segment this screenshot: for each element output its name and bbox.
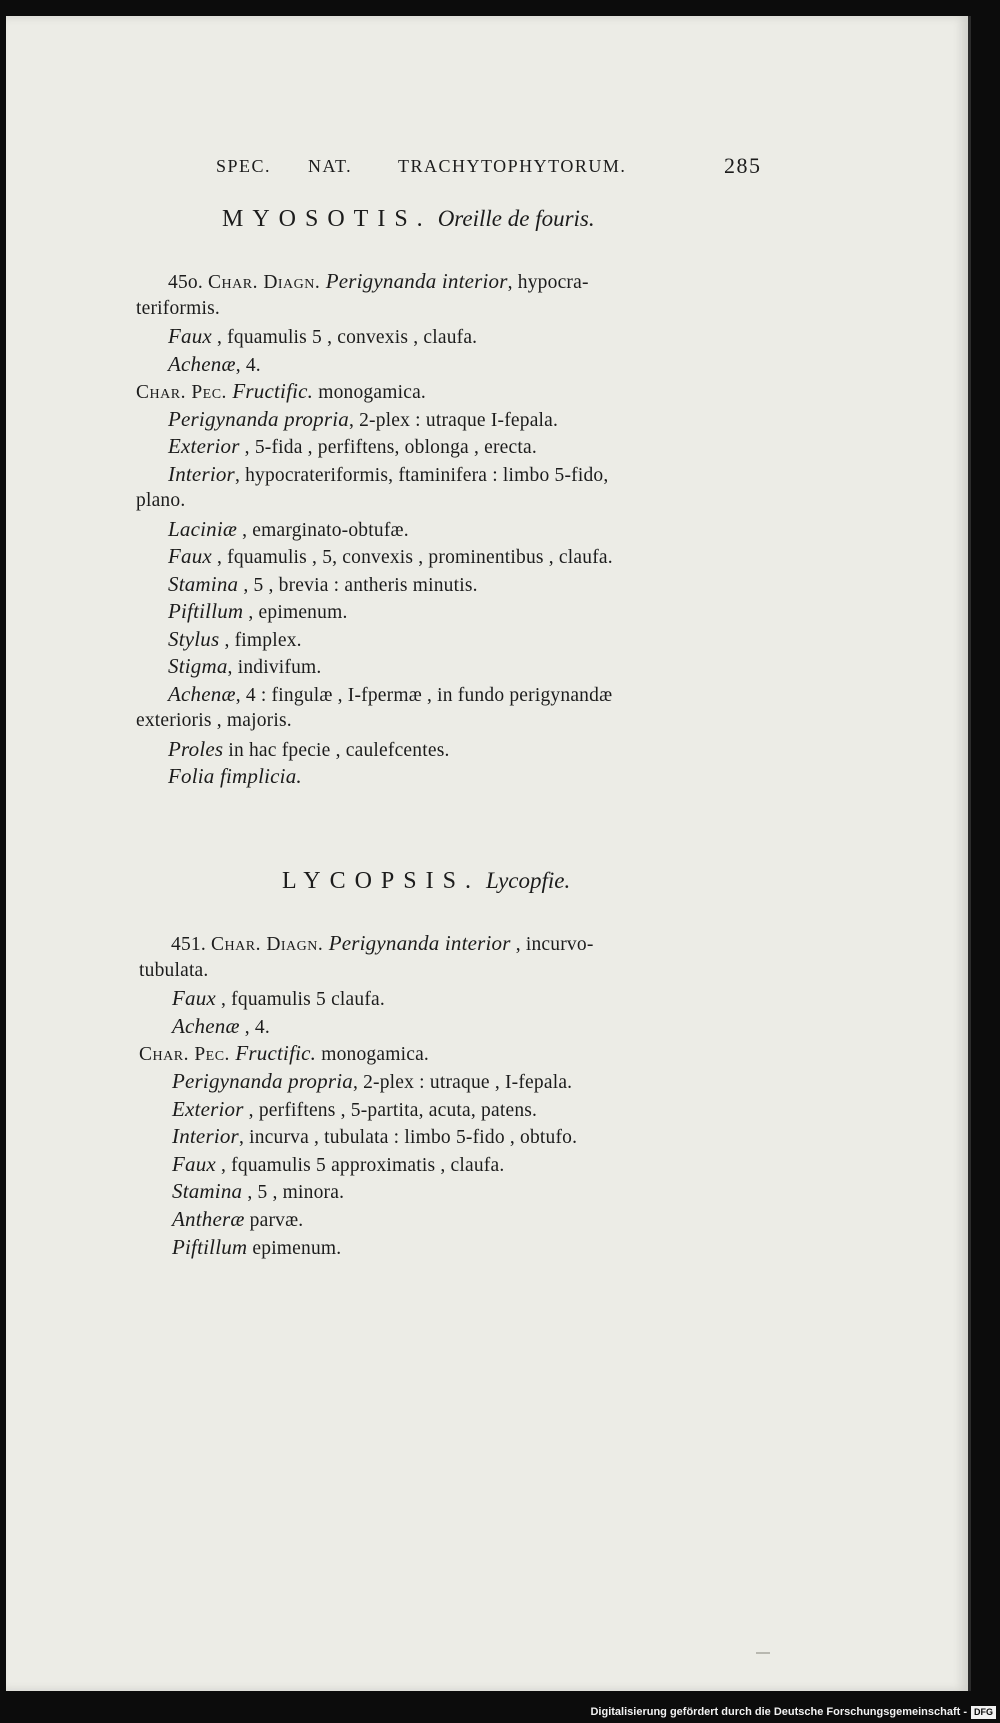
text-line: [136, 298, 220, 320]
line-text: , fquamulis 5 approximatis , claufa.: [215, 1154, 505, 1176]
text-line: [168, 738, 450, 762]
term-italic: Achenæ: [172, 1013, 240, 1038]
character-label: Char. Pec.: [136, 382, 227, 403]
term-italic: Laciniæ: [168, 516, 238, 541]
character-label: Char. Diagn.: [211, 934, 324, 955]
term-italic: Faux: [168, 544, 212, 568]
line-text: parvæ.: [244, 1210, 304, 1231]
line-text: , fquamulis , 5, convexis , prominentibus , claufa.: [211, 547, 613, 568]
text-line: [168, 655, 322, 679]
text-line: [139, 960, 209, 982]
page-mark: [756, 1652, 770, 1654]
line-text: , indivifum.: [227, 657, 322, 678]
header-nat: NAT.: [308, 156, 353, 176]
term-italic: Faux: [172, 986, 216, 1011]
character-label: Char. Pec.: [139, 1044, 230, 1066]
line-text: exterioris , majoris.: [136, 710, 292, 731]
line-text: in hac fpecie , caulefcentes.: [223, 739, 450, 761]
text-line: [172, 1236, 341, 1260]
line-text: , perfiftens , 5-partita, acuta, patens.: [243, 1099, 538, 1121]
digitization-footer: [590, 1703, 996, 1721]
line-text: , 5 , minora.: [242, 1182, 345, 1204]
line-text: , fquamulis 5 , convexis , claufa.: [211, 327, 478, 348]
line-text: , emarginato-obtufæ.: [237, 519, 409, 541]
line-text: , 4.: [235, 354, 261, 376]
term-italic: Stamina: [172, 1179, 243, 1204]
text-line: [168, 628, 302, 652]
header-spec: SPEC.: [216, 156, 272, 176]
term-italic: Perigynanda propria: [168, 406, 349, 431]
text-line: [168, 683, 612, 707]
line-text: plano.: [136, 490, 186, 511]
text-line: [172, 1070, 572, 1094]
term-italic: Achenæ: [168, 351, 236, 376]
term-italic: Interior: [172, 1124, 239, 1149]
line-text: , 4.: [239, 1016, 270, 1038]
text-line: [168, 518, 409, 542]
text-line: [172, 987, 385, 1011]
text-line: [172, 1208, 303, 1232]
term-italic: Fructific.: [229, 1041, 317, 1066]
text-line: [168, 435, 537, 459]
term-italic: Proles: [168, 736, 224, 761]
term-italic: Interior: [168, 461, 235, 486]
text-line: [168, 573, 478, 597]
text-line: [136, 490, 185, 512]
line-text: monogamica.: [316, 1044, 429, 1066]
term-italic: Perigynanda interior: [320, 269, 508, 293]
text-line: [139, 1042, 429, 1066]
line-text: , hypocrateriformis, ftaminifera : limbo 5-fido,: [234, 464, 609, 486]
text-line: [171, 932, 594, 956]
text-line: [168, 270, 589, 294]
term-italic: Perigynanda interior: [323, 931, 511, 955]
line-text: tubulata.: [139, 959, 209, 981]
text-line: [136, 710, 292, 732]
line-text: teriformis.: [136, 297, 220, 319]
term-italic: Exterior: [168, 434, 240, 458]
text-line: [168, 353, 261, 377]
text-line: [168, 545, 613, 569]
line-text: monogamica.: [313, 382, 426, 403]
term-italic: Achenæ: [168, 681, 236, 706]
line-text: , incurvo-: [510, 934, 594, 955]
genus-heading-myosotis: [222, 206, 595, 233]
line-text: , hypocra-: [507, 272, 589, 293]
term-italic: Piftillum: [172, 1234, 248, 1259]
term-italic: Faux: [172, 1151, 216, 1176]
text-line: [172, 1098, 537, 1122]
text-line: [136, 380, 426, 404]
line-text: , fimplex.: [219, 629, 302, 651]
text-line: [172, 1125, 577, 1149]
text-line: [168, 463, 608, 487]
text-line: [168, 600, 348, 624]
footer-text: Digitalisierung gefördert durch die Deutsche Forschungsgemeinschaft -: [590, 1706, 967, 1718]
header-title: TRACHYTOPHYTORUM.: [398, 156, 627, 176]
line-text: , incurva , tubulata : limbo 5-fido , obtufo.: [238, 1127, 578, 1149]
page-number: 285: [724, 153, 762, 178]
term-italic: Folia fimplicia.: [168, 764, 302, 788]
genus-name: MYOSOTIS.: [222, 206, 432, 232]
line-text: , 4 : fingulæ , I-fpermæ , in fundo perigynandæ: [235, 684, 613, 706]
term-italic: Antheræ: [172, 1207, 245, 1231]
line-text: 451.: [171, 934, 211, 955]
line-text: , 5-fida , perfiftens, oblonga , erecta.: [239, 437, 537, 458]
term-italic: Fructific.: [226, 379, 314, 403]
genus-name: LYCOPSIS.: [282, 868, 480, 894]
text-line: [172, 1015, 270, 1039]
line-text: 45o.: [168, 272, 208, 293]
term-italic: Stamina: [168, 571, 239, 596]
dfg-badge: DFG: [971, 1706, 996, 1719]
term-italic: Piftillum: [168, 599, 244, 623]
genus-vernacular: Oreille de fouris.: [437, 206, 595, 231]
text-line: [168, 408, 558, 432]
text-line: [172, 1180, 344, 1204]
term-italic: Perigynanda propria: [172, 1069, 353, 1093]
line-text: epimenum.: [247, 1237, 342, 1259]
genus-vernacular: Lycopfie.: [485, 868, 571, 893]
character-label: Char. Diagn.: [208, 272, 321, 293]
line-text: , epimenum.: [243, 602, 348, 623]
line-text: , 2-plex : utraque , I-fepala.: [352, 1072, 573, 1093]
term-italic: Exterior: [172, 1096, 244, 1121]
term-italic: Stylus: [168, 626, 220, 651]
line-text: , 5 , brevia : antheris minutis.: [238, 574, 478, 596]
text-line: [172, 1153, 504, 1177]
line-text: , fquamulis 5 claufa.: [215, 989, 385, 1011]
text-line: [168, 325, 477, 349]
term-italic: Stigma: [168, 654, 228, 678]
line-text: , 2-plex : utraque I-fepala.: [348, 409, 559, 431]
text-line: [168, 765, 302, 789]
book-page: [6, 16, 971, 1691]
term-italic: Faux: [168, 324, 212, 348]
genus-heading-lycopsis: [282, 868, 570, 895]
